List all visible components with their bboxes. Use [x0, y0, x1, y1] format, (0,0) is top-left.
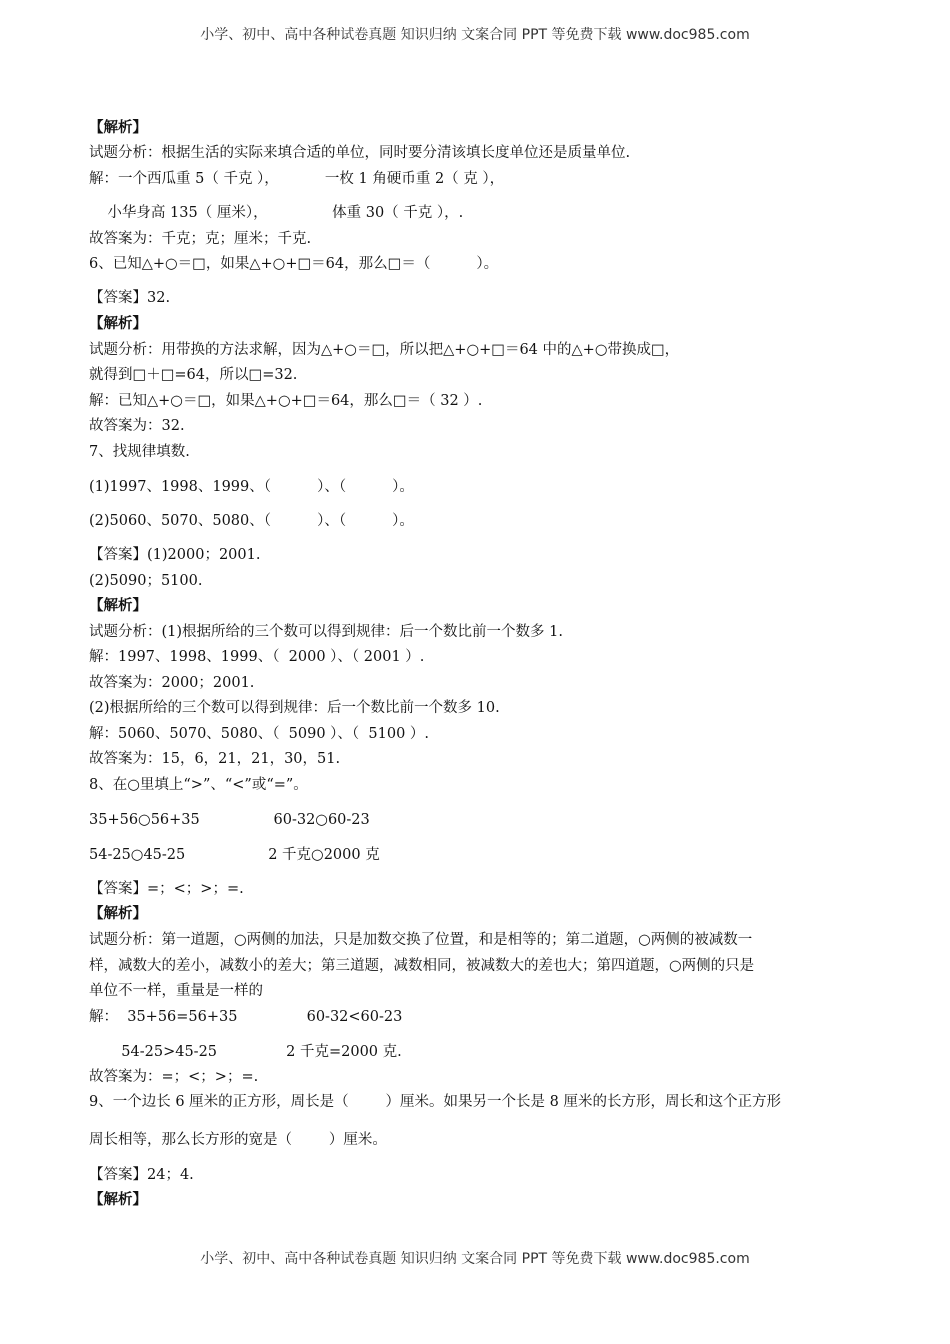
- text-line: 试题分析：第一道题，○两侧的加法，只是加数交换了位置，和是相等的；第二道题，○两侧的被减数一: [89, 932, 753, 948]
- text-line: 【解析】: [89, 1191, 147, 1208]
- text-line: 试题分析：用带换的方法求解，因为△+○＝□，所以把△+○+□＝64 中的△+○带换成□，: [89, 342, 680, 358]
- text-line: 周长相等，那么长方形的宽是（ ）厘米。: [89, 1132, 387, 1148]
- question-8: 8、在○里填上“>”、“<”或“=”。: [89, 777, 308, 793]
- text-line: 小华身高 135（ 厘米）， 体重 30（ 千克 ），.: [89, 205, 464, 221]
- text-line: (2)5090；5100.: [89, 573, 203, 589]
- text-line: (2)5060、5070、5080、（ ）、（ ）。: [89, 513, 414, 529]
- text-line: 【解析】: [89, 597, 147, 614]
- text-line: 样，减数大的差小，减数小的差大；第三道题，减数相同，被减数大的差也大；第四道题，○两侧的只是: [89, 958, 755, 974]
- text-line: 试题分析：(1)根据所给的三个数可以得到规律：后一个数比前一个数多 1.: [89, 624, 563, 640]
- text-line: 解：5060、5070、5080、（ 5090 ）、（ 5100 ）.: [89, 726, 430, 742]
- text-line: 解：已知△+○＝□，如果△+○+□＝64，那么□＝（ 32 ）.: [89, 393, 483, 409]
- text-line: (2)根据所给的三个数可以得到规律：后一个数比前一个数多 10.: [89, 700, 500, 716]
- text-line: 解：一个西瓜重 5（ 千克 ）， 一枚 1 角硬币重 2（ 克 ），: [89, 171, 505, 187]
- text-line: 【解析】: [89, 315, 147, 332]
- text-line: 就得到□＋□=64，所以□=32.: [89, 367, 298, 383]
- answer-line: 【答案】24；4.: [89, 1167, 194, 1183]
- answer-line: 【答案】=；<；>；=.: [89, 881, 244, 897]
- text-line: 故答案为：32.: [89, 418, 185, 434]
- text-line: 单位不一样，重量是一样的: [89, 983, 263, 999]
- text-line: 解：1997、1998、1999、（ 2000 ）、（ 2001 ）.: [89, 649, 425, 665]
- text-line: 解： 35+56=56+35 60-32<60-23: [89, 1009, 403, 1025]
- answer-line: 【答案】32.: [89, 290, 171, 306]
- text-line: 【解析】: [89, 119, 147, 136]
- page-header: 小学、初中、高中各种试卷真题 知识归纳 文案合同 PPT 等免费下载 www.doc985.com: [200, 27, 750, 43]
- text-line: 【解析】: [89, 905, 147, 922]
- question-9: 9、一个边长 6 厘米的正方形，周长是（ ）厘米。如果另一个长是 8 厘米的长方形，周长和这个正方形: [89, 1094, 781, 1110]
- text-line: 54-25○45-25 2 千克○2000 克: [89, 847, 380, 863]
- page-footer: 小学、初中、高中各种试卷真题 知识归纳 文案合同 PPT 等免费下载 www.doc985.com: [200, 1251, 750, 1267]
- text-line: 故答案为：=；<；>；=.: [89, 1069, 259, 1085]
- text-line: 试题分析：根据生活的实际来填合适的单位，同时要分清该填长度单位还是质量单位.: [89, 145, 631, 161]
- answer-line: 【答案】(1)2000；2001.: [89, 547, 261, 563]
- text-line: 35+56○56+35 60-32○60-23: [89, 812, 370, 828]
- question-7: 7、找规律填数.: [89, 444, 190, 460]
- text-line: 故答案为：千克；克；厘米；千克.: [89, 231, 312, 247]
- text-line: 故答案为：2000；2001.: [89, 675, 255, 691]
- question-6: 6、已知△+○＝□，如果△+○+□＝64，那么□＝（ ）。: [89, 256, 499, 272]
- text-line: 故答案为：15，6，21，21，30，51.: [89, 751, 341, 767]
- text-line: 54-25>45-25 2 千克=2000 克.: [89, 1044, 402, 1060]
- text-line: (1)1997、1998、1999、（ ）、（ ）。: [89, 479, 414, 495]
